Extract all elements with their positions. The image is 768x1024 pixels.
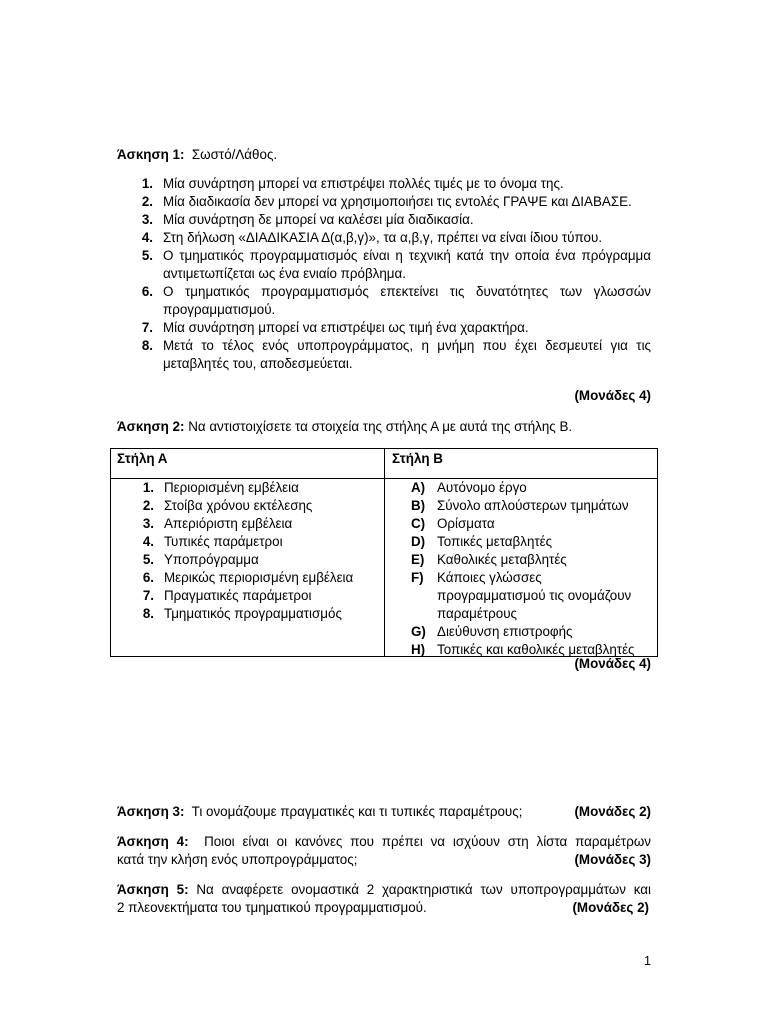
exercise-5-line-1 [117,881,651,899]
item-letter: F) [411,570,424,585]
item-text: Περιορισμένη εμβέλεια [164,480,299,495]
exercise-2-heading [117,418,651,436]
item-letter: B) [411,498,426,513]
exercise-4-text-1: Ποιοι είναι οι κανόνες που πρέπει να ισχύουν στη λίστα παραμέτρων [204,834,651,849]
item-text: Ορίσματα [437,516,495,531]
list-item [411,623,651,641]
list-item [138,479,378,497]
item-text: Μία συνάρτηση δε μπορεί να καλέσει μία διαδικασία. [163,212,474,227]
exercise-1-heading [117,146,651,164]
item-number: 7. [141,320,153,335]
exercise-3 [117,803,651,821]
item-number: 8. [141,338,153,353]
item-number: 2. [142,498,154,513]
item-text: Καθολικές μεταβλητές [437,552,567,567]
item-text: Τμηματικός προγραμματισμός [164,606,342,621]
item-number: 5. [142,552,154,567]
item-text: Απεριόριστη εμβέλεια [164,516,293,531]
matching-table [110,448,658,657]
exercise-5-text-2: 2 πλεονεκτήματα του τμηματικού προγραμματισμού. [117,900,427,915]
list-item [411,533,651,551]
exercise-1-points: (Μονάδες 4) [574,388,651,403]
exercise-5-label: Άσκηση 5: [117,882,189,897]
item-text: Στη δήλωση «ΔΙΑΔΙΚΑΣΙΑ Δ(α,β,γ)», τα α,β,γ, πρέπει να είναι ίδιου τύπου. [163,230,603,245]
exercise-4-label: Άσκηση 4: [117,834,189,849]
list-item [137,337,651,373]
list-item [137,283,651,319]
item-letter: A) [411,480,426,495]
exercise-4-points: (Μονάδες 3) [574,852,651,867]
item-letter: D) [411,534,426,549]
list-item [138,551,378,569]
item-letter: H) [411,642,426,657]
list-item [138,515,378,533]
list-item [137,247,651,283]
item-number: 8. [142,606,154,621]
exercise-1-list [137,175,651,373]
list-item [137,175,651,193]
table-column-divider [384,449,385,656]
exercise-3-text: Τι ονομάζουμε πραγματικές και τι τυπικές παραμέτρους; [191,804,523,819]
list-item [138,587,378,605]
list-item [137,211,651,229]
list-item [138,497,378,515]
exercise-3-label: Άσκηση 3: [117,804,185,819]
item-number: 4. [142,534,154,549]
item-text: Διεύθυνση επιστροφής [437,624,573,639]
item-number: 2. [141,194,153,209]
item-number: 7. [142,588,154,603]
column-b-list [411,479,651,659]
exercise-2-title: Να αντιστοιχίσετε τα στοιχεία της στήλης Α με αυτά της στήλης Β. [188,419,573,434]
list-item [137,319,651,337]
list-item [137,229,651,247]
page-number: 1 [644,954,651,968]
item-text: Μία συνάρτηση μπορεί να επιστρέψει ως τιμή ένα χαρακτήρα. [163,320,529,335]
item-text: Στοίβα χρόνου εκτέλεσης [164,498,313,513]
item-text: Πραγματικές παράμετροι [164,588,312,603]
item-text: Τοπικές μεταβλητές [437,534,553,549]
list-item [411,515,651,533]
exercise-4-text-2: κατά την κλήση ενός υποπρογράμματος; [117,852,358,867]
list-item [138,533,378,551]
item-text: Ο τμηματικός προγραμματισμός επεκτείνει τις δυνατότητες των γλωσσών προγραμματισμού. [163,284,651,317]
item-text: Μία συνάρτηση μπορεί να επιστρέψει πολλές τιμές με το όνομα της. [163,176,564,191]
item-letter: C) [411,516,426,531]
list-item [411,497,651,515]
item-number: 4. [141,230,153,245]
item-text: Τυπικές παράμετροι [164,534,283,549]
list-item [411,479,651,497]
item-number: 1. [141,176,153,191]
column-a-header: Στήλη Α [117,451,168,466]
item-number: 3. [141,212,153,227]
exercise-4-line-2 [117,851,651,869]
item-text: Ο τμηματικός προγραμματισμός είναι η τεχνική κατά την οποία ένα πρόγραμμα αντιμετωπίζεται ως ένα ενιαίο πρόβλημα. [163,248,651,281]
exercise-2-label: Άσκηση 2: [117,419,185,434]
column-b-header: Στήλη Β [392,451,443,466]
list-item [411,551,651,569]
list-item [138,605,378,623]
item-letter: E) [411,552,425,567]
item-text: Σύνολο απλούστερων τμημάτων [437,498,629,513]
item-text: Αυτόνομο έργο [437,480,527,495]
list-item [137,193,651,211]
exercise-5-points: (Μονάδες 2) [572,900,649,915]
item-text: Μία διαδικασία δεν μπορεί να χρησιμοποιήσει τις εντολές ΓΡΑΨΕ και ΔΙΑΒΑΣΕ. [163,194,632,209]
item-number: 1. [142,480,154,495]
item-number: 5. [141,248,153,263]
item-text: Υποπρόγραμμα [164,552,259,567]
exercise-1-label: Άσκηση 1: [117,147,185,162]
item-text: Μερικώς περιορισμένη εμβέλεια [164,570,354,585]
item-number: 6. [141,284,153,299]
exercise-5-text-1: Να αναφέρετε ονομαστικά 2 χαρακτηριστικά των υποπρογραμμάτων και [196,882,651,897]
exercise-1-title: Σωστό/Λάθος. [191,147,278,162]
item-text: Τοπικές και καθολικές μεταβλητές [437,642,635,657]
column-a-list [138,479,378,623]
exercise-2-points: (Μονάδες 4) [574,656,651,671]
exercise-5-line-2 [117,899,651,917]
item-text: Μετά το τέλος ενός υποπρογράμματος, η μνήμη που έχει δεσμευτεί για τις μεταβλητές του, αποδεσμεύεται. [163,338,651,371]
item-number: 3. [142,516,154,531]
exercise-3-points: (Μονάδες 2) [574,804,651,819]
list-item [138,569,378,587]
item-number: 6. [142,570,154,585]
item-letter: G) [411,624,426,639]
list-item [411,569,651,623]
item-text: Κάποιες γλώσσες προγραμματισμού τις ονομάζουν παραμέτρους [437,570,632,621]
exercise-4-line-1 [117,833,651,851]
